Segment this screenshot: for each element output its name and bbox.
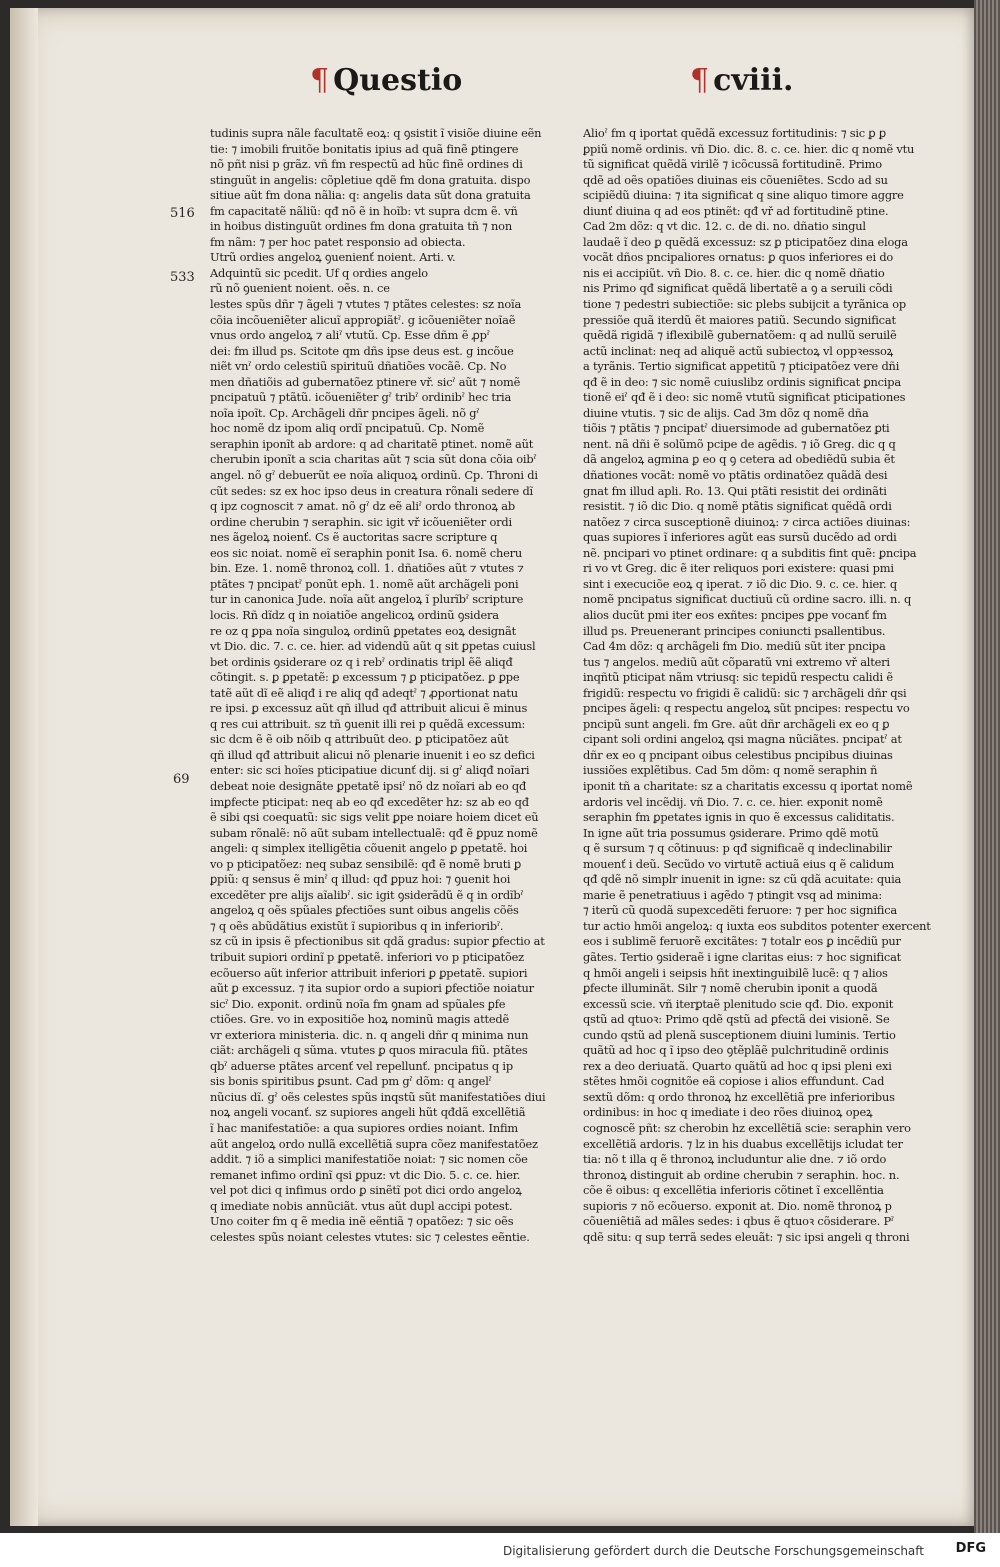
margin-note: 516 <box>170 206 195 221</box>
pilcrow-mark: ¶ <box>690 63 710 98</box>
text-line: re oz q ꝑpa noĩa singuloꝝ ordinũ ꝑpetates eoꝝ designãt <box>210 623 517 638</box>
text-line: vr exteriora ministeria. dic. n. q angeli dñr q minima nun <box>210 1027 529 1042</box>
text-line: Cad 4m dõz: q archãgeli fm Dio. mediũ sũt iter pncipa <box>583 639 886 654</box>
text-line: noꝝ angeli vocanť. sz supiores angeli hũt qđdã excellẽtiã <box>210 1105 526 1120</box>
text-line: ciãt: archãgeli q sũma. vtutes ꝑ quos miracula fiũ. ptãtes <box>210 1043 528 1058</box>
text-line: rũ nõ ꝯuenient noient. oẽs. n. ce <box>210 281 390 296</box>
running-head-left-text: Questio <box>333 63 463 98</box>
text-line: stẽtes hmõi cognitõe eã copiose i alios effundunt. Cad <box>583 1074 885 1089</box>
funding-notice: Digitalisierung gefördert durch die Deutsche Forschungsgemeinschaft <box>502 1544 924 1558</box>
text-line: alios ducũt pmi iter eos exñtes: pncipes ꝑpe vocanť fm <box>583 607 887 622</box>
text-line: vnus ordo angeloꝝ ⁊ aliˀ vtutũ. Cp. Esse dñm ẽ ꝓpˀ <box>210 328 490 343</box>
text-line: nẽ. pncipari vo ptinet ordinare: q a subditis fint quẽ: ꝑncipa <box>583 545 917 560</box>
footer-bar <box>0 1533 1000 1567</box>
text-line: vo p pticipatõez: neq subaz sensibilẽ: qđ ẽ nomẽ bruti ꝑ <box>210 856 522 871</box>
text-line: excellẽtiã ardoris. ⁊ lz in his duabus excellẽtijs icludat ter <box>583 1136 903 1151</box>
text-line: vel pot dici q infimus ordo ꝑ sinẽtĩ pot dici ordo angeloꝝ <box>210 1183 522 1198</box>
text-line: sic dcm ẽ ẽ oib nõib q attribuũt deo. ꝑ pticipatõez aũt <box>210 732 509 747</box>
text-line: nes ãgeloꝝ noienť. Cs ẽ auctoritas sacre scripture q <box>210 530 498 545</box>
text-line: cundo qstũ ad plenã susceptionem diuini luminis. Tertio <box>583 1027 896 1042</box>
text-line: seraphin iponĩt ab ardore: q ad charitatẽ ptinet. nomẽ aũt <box>210 436 534 451</box>
text-line: sis bonis spiritibus ꝑsunt. Cad pm gˀ dõm: q angelˀ <box>210 1074 492 1089</box>
text-line: ꝑpiũ: q sensus ẽ minˀ q illud: qđ ꝑpuz hoi: ⁊ ꝯuenit hoi <box>210 872 511 887</box>
text-line: marie ẽ penetratiuus i agẽdo ⁊ ptingit vsq ad minima: <box>583 887 882 902</box>
text-line: ꝑfecte illuminãt. Silr ⁊ nomẽ cherubin iponit a quodã <box>583 981 878 996</box>
text-line: cũt sedes: sz ex hoc ipso deus in creatura rõnali sedere dĩ <box>210 483 534 498</box>
text-line: nis Primo qđ significat quẽdã libertatẽ a ꝯ a seruili cõdi <box>583 281 893 296</box>
text-line: ecõuerso aũt inferior attribuit inferiori ꝑ ꝑpetatẽ. supiori <box>210 965 528 980</box>
text-line: sitiue aũt fm dona nãlia: q: angelis data sũt dona gratuita <box>210 188 531 203</box>
text-line: quẽdã rigidã ⁊ iflexibilẽ gubernatõem: q ad nullũ seruilẽ <box>583 328 897 343</box>
text-line: pncipũ sunt angeli. fm Gre. aũt dñr archãgeli ex eo q ꝑ <box>583 716 890 731</box>
text-line: qđ qdẽ nõ simplr inuenit in igne: sz cũ qdã acuitate: quia <box>583 872 902 887</box>
text-line: cognoscẽ pñt: sz cherobin hz excellẽtiã scie: seraphin vero <box>583 1121 911 1135</box>
text-line: nũcius dĩ. gˀ oẽs celestes spũs inqstũ sũt manifestatiões diui <box>210 1089 546 1104</box>
text-line: dei: fm illud ps. Scitote qm dñs ipse deus est. g incõue <box>210 343 514 358</box>
text-line: pncipatuũ ⁊ ptãtũ. icõueniẽter gˀ tribˀ ordinibˀ hec tria <box>210 390 512 405</box>
text-line: ꝑpiũ nomẽ ordinis. vñ Dio. dic. 8. c. ce. hier. dic q nomẽ vtu <box>583 141 915 156</box>
text-line: fm capacitatẽ nãliũ: qđ nõ ẽ in hoĩb: vt supra dcm ẽ. vñ <box>210 203 518 218</box>
text-line: dñationes vocãt: nomẽ vo ptãtis ordinatõez quãdã desi <box>583 468 888 483</box>
text-line: cõia incõueniẽter alicuĩ approꝑiãtˀ. g icõueniẽter noĩaẽ <box>210 312 516 327</box>
text-line: tia: nõ t illa q ẽ thronoꝝ includuntur alie dne. ⁊ iõ ordo <box>583 1152 887 1167</box>
text-line: rex a deo deriuatã. Quarto quãtũ ad hoc q ipsi pleni exi <box>583 1058 892 1073</box>
text-line: excessũ scie. vñ iterꝑtaẽ plenitudo scie qđ. Dio. exponit <box>583 996 894 1011</box>
text-line: stinguũt in angelis: cõpletiue qdẽ fm dona gratuita. dispo <box>210 172 531 187</box>
text-line: eos sic noiat. nomẽ eĩ seraphin ponit Isa. 6. nomẽ cheru <box>210 545 522 560</box>
text-line: gãtes. Tertio ꝯsideraẽ i igne claritas eius: ⁊ hoc significat <box>583 949 902 964</box>
text-line: tatẽ aũt dĩ eẽ aliqđ i re aliq qđ adeqtˀ ⁊ ꝓportionat natu <box>210 685 518 700</box>
text-line: actũ inclinat: neq ad aliquẽ actũ subiectoꝝ vl oppꝛessoꝝ <box>583 343 894 358</box>
text-line: cõtingit. s. ꝑ ꝑpetatẽ: ꝑ excessum ⁊ ꝑ pticipatõez. ꝑ ꝑpe <box>210 670 520 685</box>
text-line: imꝑfecte pticipat: neq ab eo qđ excedẽter hz: sz ab eo qđ <box>210 794 529 809</box>
text-line: sicˀ Dio. exponit. ordinũ noĩa fm ꝯnam ad spũales ꝑfe <box>210 996 506 1011</box>
text-line: ⁊ q oẽs abũdãtius existũt ĩ supioribus q in inferioribˀ. <box>210 918 504 933</box>
text-line: ardoris vel incẽdij. vñ Dio. 7. c. ce. hier. exponit nomẽ <box>583 794 883 809</box>
text-line: in hoibus distinguũt ordines fm dona gratuita tñ ⁊ non <box>210 219 512 234</box>
text-line: sextũ dõm: q ordo thronoꝝ hz excellẽtiã pre inferioribus <box>583 1089 895 1104</box>
text-line: qdẽ situ: q sup terrã sedes eleuãt: ⁊ sic ipsi angeli q throni <box>583 1229 910 1244</box>
text-line: ordinibus: in hoc q imediate i deo rões diuinoꝝ opeꝝ <box>583 1105 873 1120</box>
text-line: angel. nõ gˀ debuerũt ee noĩa aliquoꝝ ordinũ. Cp. Throni di <box>210 468 538 483</box>
text-line: diuine vtutis. ⁊ sic de alijs. Cad 3m dõz q nomẽ dña <box>583 405 869 420</box>
text-line: locis. Rñ dĩdz q in noiatiõe angelicoꝝ ordinũ ꝯsidera <box>210 607 499 622</box>
text-line: bet ordinis ꝯsiderare oz q i rebˀ ordinatis tripl ẽẽ aliqđ <box>210 654 513 669</box>
text-line: qstũ ad qtuoꝛ: Primo qdẽ qstũ ad ꝑfectã dei visionẽ. Se <box>583 1012 890 1027</box>
text-line: ptãtes ⁊ pncipatˀ ponũt eph. 1. nomẽ aũt archãgeli poni <box>210 576 519 591</box>
text-line: tionẽ eiˀ qđ ẽ i deo: sic nomẽ vtutũ significat pticipationes <box>583 390 906 405</box>
right-text-column <box>583 126 945 1245</box>
text-line: In igne aũt tria possumus ꝯsiderare. Primo qdẽ motũ <box>583 825 879 840</box>
text-line: nomẽ pncipatus significat ductiuũ cũ ordine sacro. illi. n. q <box>583 592 912 607</box>
running-head-right-text: cviii. <box>713 63 794 98</box>
margin-note: 533 <box>170 270 195 285</box>
text-line: subam rõnalẽ: nõ aũt subam intellectualẽ: qđ ẽ ꝑpuz nomẽ <box>210 825 538 840</box>
text-line: tur in canonica Jude. noĩa aũt angeloꝝ ĩ plurĩbˀ scripture <box>210 592 524 607</box>
text-line: tie: ⁊ imobili fruitõe bonitatis ipius ad quã finẽ ꝑtingere <box>210 141 519 156</box>
text-line: nent. nã dñi ẽ solũmõ pcipe de agẽdis. ⁊ iõ Greg. dic q q <box>583 436 896 451</box>
text-line: Uno coiter fm q ẽ media inẽ eẽntiã ⁊ opatõez: ⁊ sic oẽs <box>210 1214 514 1229</box>
text-line: sz cũ in ipsis ẽ pfectionibus sit qdã gradus: supior ꝑfectio at <box>210 934 545 949</box>
text-line: angeli: q simplex itelligẽtia cõuenit angelo ꝑ ꝑpetatẽ. hoi <box>210 841 528 856</box>
text-line: pressiõe quã iterdũ ẽt maiores patiũ. Secundo significat <box>583 312 896 327</box>
text-line: celestes spũs noiant celestes vtutes: sic ⁊ celestes eẽntie. <box>210 1229 530 1244</box>
text-line: vt Dio. dic. 7. c. ce. hier. ad videndũ aũt q sit ꝑpetas cuiusl <box>210 639 536 654</box>
text-line: seraphin fm ꝑpetates ignis in quo ẽ excessus caliditatis. <box>583 810 895 825</box>
text-line: ri vo vt Greg. dic ẽ iter reliquos pori existere: quasi pmi <box>583 561 894 576</box>
text-line: aũt angeloꝝ ordo nullã excellẽtiã supra cõez manifestatõez <box>210 1136 538 1151</box>
text-line: vocãt dños pncipaliores ornatus: ꝑ quos inferiores ei do <box>583 250 894 265</box>
text-line: quas supiores ĩ inferiores agũt eas sursũ ducẽdo ad ordi <box>583 530 897 545</box>
text-line: angeloꝝ q oẽs spũales ꝑfectiões sunt oibus angelis cõẽs <box>210 903 519 918</box>
text-line: Alioˀ fm q iportat quẽdã excessuz fortitudinis: ⁊ sic ꝑ ꝑ <box>583 126 886 140</box>
pilcrow-mark: ¶ <box>310 63 330 98</box>
text-line: iponit tñ a charitate: sz a charitatis excessu q iportat nomẽ <box>583 778 913 793</box>
text-line: supioris ⁊ nõ ecõuerso. exponit at. Dio. nomẽ thronoꝝ p <box>583 1198 892 1213</box>
text-line: a tyrãnis. Tertio significat appetitũ ⁊ pticipatõez vere dñi <box>583 359 900 374</box>
text-line: Adquintũ sic pcedit. Uf q ordies angelo <box>210 265 428 280</box>
text-line: iussiões explẽtibus. Cad 5m dõm: q nomẽ seraphin ñ <box>583 763 878 778</box>
dfg-logo: DFG <box>955 1541 986 1556</box>
text-line: q hmõi angeli i seipsis hñt inextinguibilẽ lucẽ: q ⁊ alios <box>583 965 888 980</box>
text-line: eos i sublimẽ feruorẽ excitãtes: ⁊ totalr eos ꝑ incẽdiũ pur <box>583 934 901 949</box>
book-page <box>10 8 974 1526</box>
text-line: addit. ⁊ iõ a simplici manifestatiõe noiat: ⁊ sic nomen cõe <box>210 1152 528 1167</box>
text-line: tribuit supiori ordinĩ p ꝑpetatẽ. inferiori vo p pticipatõez <box>210 949 524 964</box>
running-head-left <box>310 63 462 98</box>
text-line: aũt ꝑ excessuz. ⁊ ita supior ordo a supiori ꝑfectiõe noiatur <box>210 981 534 996</box>
text-line: hoc nomẽ dz ipom aliq ordĩ pncipatuũ. Cp. Nomẽ <box>210 421 485 436</box>
text-line: remanet infimo ordinĩ qsi ꝑpuz: vt dic Dio. 5. c. ce. hier. <box>210 1167 521 1182</box>
text-line: fm nãm: ⁊ per hoc patet responsio ad obiecta. <box>210 234 466 249</box>
text-line: ctiões. Gre. vo in expositiõe hoꝝ nominũ magis attedẽ <box>210 1012 510 1027</box>
text-line: lestes spũs dñr ⁊ ãgeli ⁊ vtutes ⁊ ptãtes celestes: sz noĩa <box>210 297 522 312</box>
text-line: frigidũ: respectu vo frigidi ẽ calidũ: sic ⁊ archãgeli dñr qsi <box>583 685 907 700</box>
text-line: laudaẽ ĩ deo ꝑ quẽdã excessuz: sz ꝑ pticipatõez dina eloga <box>583 234 908 249</box>
text-line: cipant soli ordini angeloꝝ qsi magna nũciãtes. pncipatˀ at <box>583 732 902 747</box>
text-line: q ipz cognoscit ⁊ amat. nõ gˀ dz eẽ aliˀ ordo thronoꝝ ab <box>210 499 515 514</box>
text-line: qdẽ ad oẽs opatiões diuinas eis cõueniẽtes. Scdo ad su <box>583 172 888 187</box>
text-line: Utrũ ordies angeloꝝ ꝯuenienť noient. Arti. v. <box>210 250 456 265</box>
text-line: qbˀ aduerse ptãtes arcenť vel repellunť. pncipatus q ip <box>210 1058 513 1073</box>
running-head-right <box>690 63 793 98</box>
text-line: enter: sic sci hoĩes pticipatiue dicunť dij. si gˀ aliqđ noĩari <box>210 763 530 778</box>
text-line: tus ⁊ angelos. mediũ aũt cõparatũ vni extremo vř alteri <box>583 654 890 669</box>
text-line: illud ps. Preuenerant principes coniuncti psallentibus. <box>583 623 886 638</box>
page-gutter <box>10 8 38 1526</box>
text-line: sint i execuciõe eoꝝ q iperat. ⁊ iõ dic Dio. 9. c. ce. hier. q <box>583 576 897 591</box>
text-line: nõ pñt nisi p grãz. vñ fm respectũ ad hũc finẽ ordines di <box>210 157 523 172</box>
text-line: tiõis ⁊ ptãtis ⁊ pncipatˀ diuersimode ad gubernatõez ꝑti <box>583 421 890 436</box>
text-line: resistit. ⁊ iõ dic Dio. q nomẽ ptãtis significat quẽdã ordi <box>583 499 892 514</box>
text-line: qñ illud qđ attribuit alicui nõ plenarie inuenit i eo sz defici <box>210 747 535 762</box>
text-line: q ẽ sursum ⁊ q cõtinuus: p qđ significaẽ q indeclinabilir <box>583 841 892 856</box>
text-line: gnat fm illud apli. Ro. 13. Qui ptãti resistit dei ordinãti <box>583 483 887 498</box>
text-line: re ipsi. ꝑ excessuz aũt qñ illud qđ attribuit alicui ẽ minus <box>210 701 528 716</box>
text-line: cherubin iponĩt a scia charitas aũt ⁊ scia sũt dona cõia oibˀ <box>210 452 537 467</box>
text-line: ordine cherubin ⁊ seraphin. sic igit vř icõueniẽter ordi <box>210 514 512 529</box>
text-line: ⁊ iterũ cũ quodã supexcedẽti feruore: ⁊ per hoc significa <box>583 903 898 918</box>
text-line: dñr ex eo q pncipant oibus celestibus pncipibus diuinas <box>583 747 893 762</box>
running-head <box>10 63 974 103</box>
text-line: qđ ẽ in deo: ⁊ sic nomẽ cuiuslibz ordinis significat ꝑncipa <box>583 374 901 389</box>
text-line: dã angeloꝝ agmina ꝑ eo q ꝯ cetera ad obediẽdũ subia ẽt <box>583 452 895 467</box>
text-line: ẽ sibi qsi coequatũ: sic sigs velit ꝑpe noiare hoiem dicet eũ <box>210 810 539 825</box>
text-line: mouenť i deũ. Secũdo vo virtutẽ actiuã eius q ẽ calidum <box>583 856 894 871</box>
text-line: thronoꝝ distinguit ab ordine cherubin ⁊ seraphin. hoc. n. <box>583 1167 900 1182</box>
text-line: tudinis supra nãle facultatẽ eoꝝ: q ꝯsistit ĩ visiõe diuine eẽn <box>210 126 542 140</box>
left-text-column <box>210 126 570 1245</box>
text-line: debeat noie designãte ꝑpetatẽ ipsiˀ nõ dz noĩari ab eo qđ <box>210 778 527 793</box>
text-line: nis ei accipiũt. vñ Dio. 8. c. ce. hier. dic q nomẽ dñatio <box>583 265 885 280</box>
text-line: cõueniẽtiã ad mãles sedes: i qbus ẽ qtuoꝛ cõsiderare. Pˀ <box>583 1214 894 1229</box>
text-line: scipiẽdũ diuina: ⁊ ita significat q sine aliquo timore aggre <box>583 188 904 203</box>
text-line: niẽt vnˀ ordo celestiũ spirituũ dñatiões vocãẽ. Cp. No <box>210 359 507 374</box>
text-line: Cad 2m dõz: q vt dic. 12. c. de di. no. dñatio singul <box>583 219 866 234</box>
text-line: q res cui attribuit. sz tñ ꝯuenit illi rei p quẽdã excessum: <box>210 716 526 731</box>
text-line: tũ significat quẽdã virilẽ ⁊ icõcussã fortitudinẽ. Primo <box>583 157 882 172</box>
text-line: natõez ⁊ circa susceptionẽ diuinoꝝ: ⁊ circa actiões diuinas: <box>583 514 911 529</box>
text-line: excedẽter pre alijs aĩalibˀ. sic igit ꝯsiderãdũ ẽ q in ordĩbˀ <box>210 887 524 902</box>
text-line: inqñtũ pticipat nãm vtriusq: sic tepidũ respectu calidi ẽ <box>583 670 893 685</box>
text-line: tur actio hmõi angeloꝝ: q iuxta eos subditos potenter exercent <box>583 918 931 933</box>
text-line: pncipes ãgeli: q respectu angeloꝝ sũt pncipes: respectu vo <box>583 701 910 716</box>
page-edge-stack <box>974 0 1000 1560</box>
text-line: diunť diuina q ad eos ptinẽt: qđ vř ad fortitudinẽ ptine. <box>583 203 889 218</box>
text-line: quãtũ ad hoc q ĩ ipso deo ꝯtẽplãẽ pulchritudinẽ ordinis <box>583 1043 889 1058</box>
text-line: ĩ hac manifestatiõe: a qua supiores ordies noiant. Infim <box>210 1121 519 1135</box>
margin-note: 69 <box>173 772 190 787</box>
text-line: cõe ẽ oibus: q excellẽtia inferioris cõtinet ĩ excellẽntia <box>583 1183 884 1198</box>
text-line: bin. Eze. 1. nomẽ thronoꝝ coll. 1. dñatiões aũt ⁊ vtutes ⁊ <box>210 561 524 576</box>
text-line: men dñatiõis ad gubernatõez ptinere vř. sicˀ aũt ⁊ nomẽ <box>210 374 521 389</box>
text-line: tione ⁊ pedestri subiectiõe: sic plebs subijcit a tyrãnica op <box>583 297 906 312</box>
text-line: q imediate nobis annũciãt. vtus aũt dupl accipi potest. <box>210 1198 513 1213</box>
text-line: noĩa ipoĩt. Cp. Archãgeli dñr pncipes ãgeli. nõ gˀ <box>210 405 480 420</box>
